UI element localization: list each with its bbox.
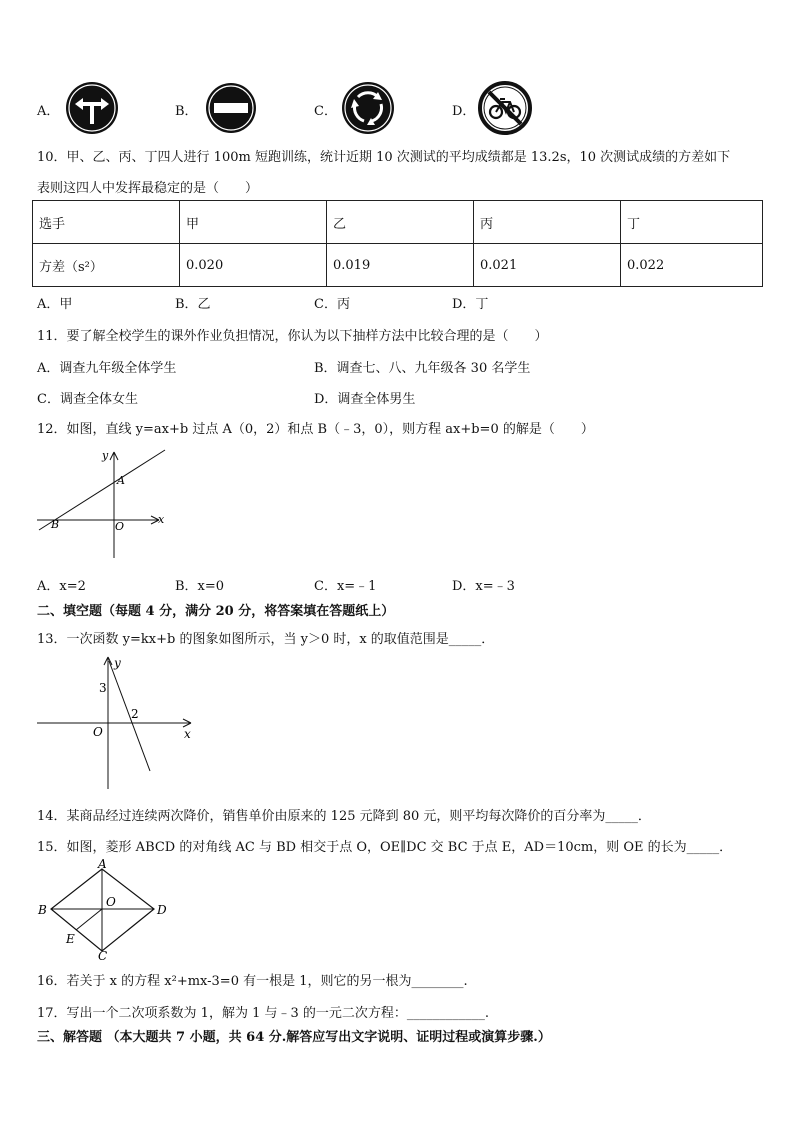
q17-stem: 17．写出一个二次项系数为 1，解为 1 与﹣3 的一元二次方程：____________.	[37, 1006, 490, 1021]
section3-heading: 三、解答题 （本大题共 7 小题，共 64 分.解答应写出文字说明、证明过程或演算步骤.）	[37, 1030, 551, 1045]
table-header-row	[33, 201, 763, 244]
q13-y-axis-label: y	[114, 656, 121, 670]
table-cell: 0.019	[327, 244, 474, 287]
no-bicycles-sign-icon	[477, 80, 533, 136]
table-cell: 0.021	[474, 244, 621, 287]
q12-point-a-label: A	[117, 474, 125, 487]
turn-left-right-sign-icon	[64, 80, 120, 136]
table-cell: 丙	[474, 201, 621, 244]
q9-option-a-label: A．	[37, 104, 60, 119]
table-cell: 甲	[180, 201, 327, 244]
roundabout-sign-icon	[340, 80, 396, 136]
q10-option-c: C．丙	[314, 297, 350, 312]
q12-y-axis-label: y	[102, 449, 109, 462]
q13-line-graph	[35, 653, 195, 793]
q15-point-a-label: A	[98, 857, 107, 871]
q12-option-d: D．x=﹣3	[452, 579, 515, 594]
q11-option-a: A．调查九年级全体学生	[37, 361, 177, 376]
q12-option-c: C．x=﹣1	[314, 579, 377, 594]
q14-stem: 14．某商品经过连续两次降价，销售单价由原来的 125 元降到 80 元，则平均每次降价的百分率为_____．	[37, 809, 651, 824]
section2-heading: 二、填空题（每题 4 分，满分 20 分，将答案填在答题纸上）	[37, 604, 395, 619]
table-cell: 0.020	[180, 244, 327, 287]
q12-x-axis-label: x	[158, 513, 165, 526]
q10-stem-line1: 10．甲、乙、丙、丁四人进行 100m 短跑训练，统计近期 10 次测试的平均成绩都是 13.2s，10 次测试成绩的方差如下	[37, 150, 731, 165]
q13-y-intercept-label: 3	[99, 681, 107, 695]
q12-line-graph	[35, 446, 167, 560]
table-cell: 丁	[621, 201, 763, 244]
table-cell: 乙	[327, 201, 474, 244]
q13-x-axis-label: x	[184, 727, 191, 741]
q11-option-c: C．调查全体女生	[37, 392, 138, 407]
q11-option-d: D．调查全体男生	[314, 392, 416, 407]
q12-origin-label: O	[115, 520, 125, 533]
q12-point-b-label: B	[51, 518, 60, 531]
q10-option-a: A．甲	[37, 297, 73, 312]
q13-x-intercept-label: 2	[131, 707, 139, 721]
q12-stem: 12．如图，直线 y=ax+b 过点 A（0，2）和点 B（﹣3，0），则方程 ax+b=0 的解是（ ）	[37, 422, 594, 437]
q15-stem: 15．如图，菱形 ABCD 的对角线 AC 与 BD 相交于点 O，OE∥DC 交 BC 于点 E，AD＝10cm，则 OE 的长为_____．	[37, 840, 733, 855]
q11-stem: 11．要了解全校学生的课外作业负担情况，你认为以下抽样方法中比较合理的是（ ）	[37, 329, 548, 344]
q11-option-b: B．调查七、八、九年级各 30 名学生	[314, 361, 531, 376]
q12-option-b: B．x=0	[175, 579, 225, 594]
table-cell: 选手	[33, 201, 180, 244]
q15-point-e-label: E	[66, 932, 75, 946]
table-row	[33, 244, 763, 287]
variance-table	[32, 200, 763, 287]
q13-stem: 13．一次函数 y=kx+b 的图象如图所示，当 y＞0 时，x 的取值范围是_____．	[37, 632, 495, 647]
q9-option-b-label: B．	[175, 104, 198, 119]
q16-stem: 16．若关于 x 的方程 x²+mx-3=0 有一根是 1，则它的另一根为________.	[37, 974, 468, 989]
q15-rhombus-diagram	[34, 856, 174, 962]
table-cell: 0.022	[621, 244, 763, 287]
q10-option-b: B．乙	[175, 297, 211, 312]
no-entry-sign-icon	[204, 81, 258, 135]
q10-stem-line2: 表则这四人中发挥最稳定的是（ ）	[37, 181, 259, 196]
q15-point-o-label: O	[106, 895, 116, 909]
q9-option-d-label: D．	[452, 104, 476, 119]
q9-option-c-label: C．	[314, 104, 337, 119]
q12-option-a: A．x=2	[37, 579, 86, 594]
q15-point-c-label: C	[98, 949, 108, 962]
q15-point-d-label: D	[157, 903, 167, 917]
q15-point-b-label: B	[38, 903, 47, 917]
q10-option-d: D．丁	[452, 297, 489, 312]
table-cell: 方差（s²）	[33, 244, 180, 287]
q13-origin-label: O	[93, 725, 103, 739]
